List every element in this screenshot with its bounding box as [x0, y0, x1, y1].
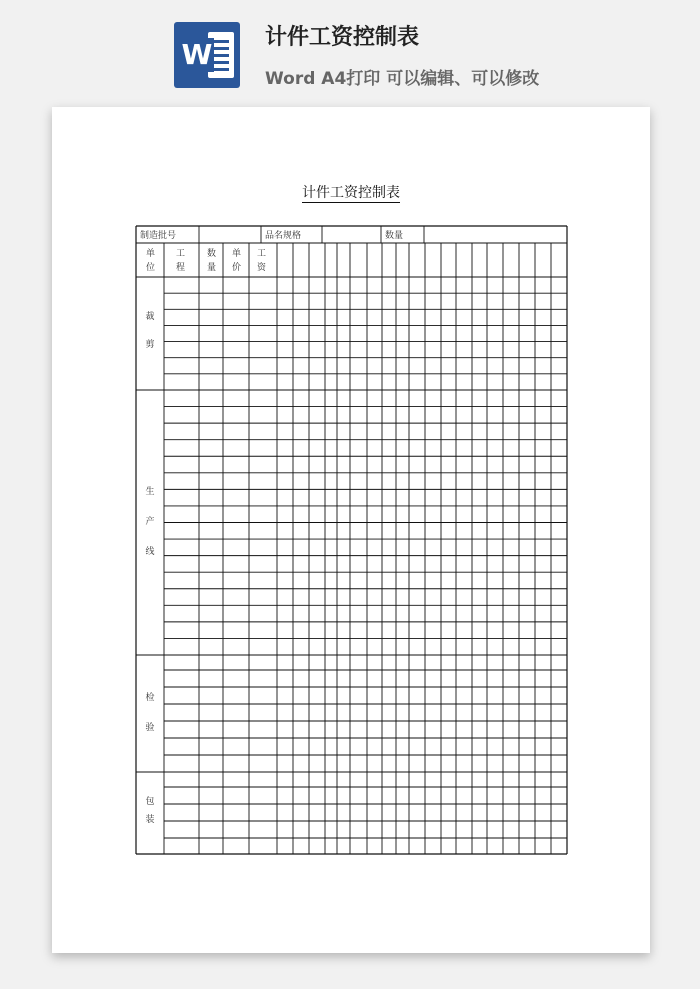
wage-column-header: 资	[257, 263, 267, 273]
wage-control-table	[52, 107, 650, 953]
production-line-section-label: 生	[145, 487, 155, 497]
batch-number-label: 制造批号	[140, 231, 177, 241]
word-document-icon	[174, 22, 240, 88]
sheet-title-text: 计件工资控制表	[302, 185, 400, 201]
document-page	[52, 107, 650, 953]
inspection-section-label: 验	[145, 723, 155, 733]
process-column-header: 程	[176, 263, 186, 273]
unit-column-header: 位	[146, 263, 156, 273]
production-line-section-label: 产	[145, 517, 155, 527]
unit-column-header: 单	[146, 249, 156, 259]
wage-column-header: 工	[257, 249, 267, 259]
packing-section-label: 包	[145, 797, 155, 807]
production-line-section-label: 线	[145, 547, 155, 557]
packing-section-label: 装	[145, 815, 155, 825]
header-title: 计件工资控制表	[265, 25, 420, 50]
quantity-column-header: 数	[207, 249, 217, 259]
header-subtitle: Word A4打印 可以编辑、可以修改	[265, 69, 540, 89]
cutting-section-label: 剪	[145, 340, 155, 350]
quantity-column-header: 量	[207, 263, 217, 273]
quantity-label: 数量	[385, 231, 404, 241]
unit-price-column-header: 单	[232, 249, 242, 259]
inspection-section-label: 检	[145, 693, 155, 703]
unit-price-column-header: 价	[232, 263, 242, 273]
product-spec-label: 品名规格	[265, 231, 302, 241]
word-letter: W	[181, 38, 213, 71]
page-header	[0, 0, 700, 100]
cutting-section-label: 裁	[145, 312, 155, 322]
process-column-header: 工	[176, 249, 186, 259]
